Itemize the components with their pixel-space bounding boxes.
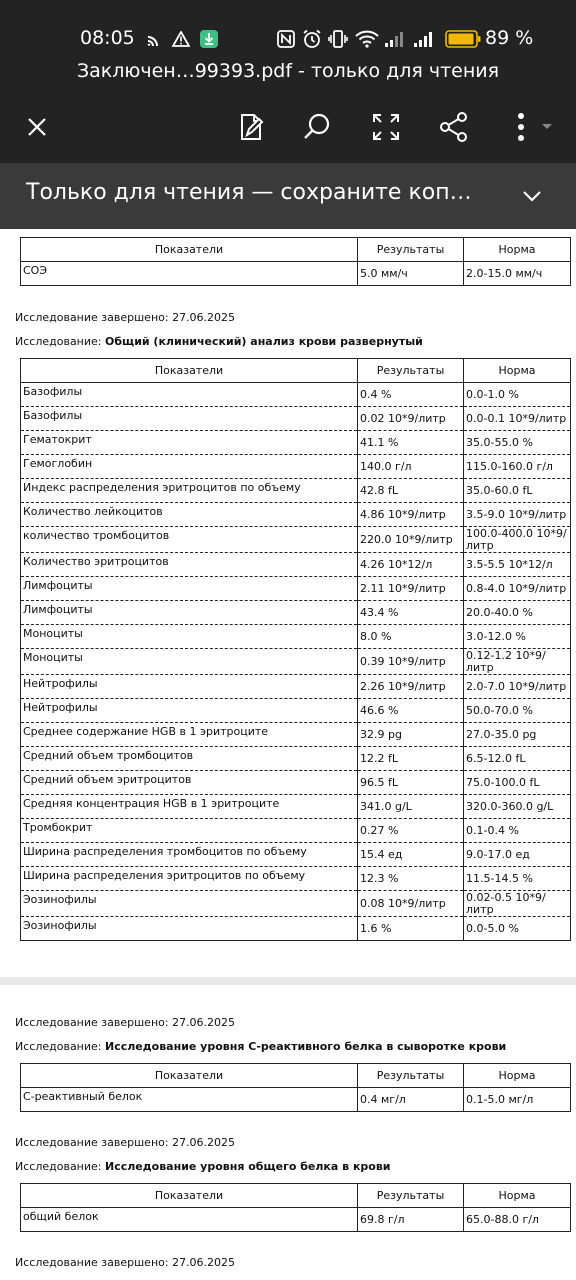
norm-cell: 75.0-100.0 fL xyxy=(464,771,571,795)
header-result: Результаты xyxy=(358,1184,464,1208)
signal-strength-icon-2 xyxy=(412,24,436,54)
indicator-cell: Эозинофилы xyxy=(21,917,358,941)
result-cell: 0.08 10*9/литр xyxy=(358,891,464,917)
study-name: Исследование уровня С-реактивного белка в сыворотке крови xyxy=(105,1040,507,1053)
crp-results-table xyxy=(20,1063,571,1112)
norm-cell: 3.5-5.5 10*12/л xyxy=(464,553,571,577)
page-break xyxy=(0,977,576,985)
result-cell: 2.26 10*9/литр xyxy=(358,675,464,699)
result-cell: 12.3 % xyxy=(358,867,464,891)
norm-cell: 2.0-7.0 10*9/литр xyxy=(464,675,571,699)
table-row xyxy=(21,503,571,527)
header-norm: Норма xyxy=(464,1064,571,1088)
indicator-cell: Тромбокрит xyxy=(21,819,358,843)
study-completed-date: Исследование завершено: 27.06.2025 xyxy=(15,1136,236,1149)
indicator-cell: Количество эритроцитов xyxy=(21,553,358,577)
norm-cell: 0.0-0.1 10*9/литр xyxy=(464,407,571,431)
battery-percent: 89 % xyxy=(485,27,534,49)
cast-icon xyxy=(144,24,164,54)
result-cell: 1.6 % xyxy=(358,917,464,941)
app-top-bar xyxy=(0,0,576,163)
norm-cell: 35.0-55.0 % xyxy=(464,431,571,455)
indicator-cell: Нейтрофилы xyxy=(21,675,358,699)
indicator-cell: Ширина распределения тромбоцитов по объему xyxy=(21,843,358,867)
indicator-cell: Средний объем тромбоцитов xyxy=(21,747,358,771)
indicator-cell: Лимфоциты xyxy=(21,577,358,601)
result-cell: 5.0 мм/ч xyxy=(358,262,464,286)
read-only-banner-text: Только для чтения — сохраните коп… xyxy=(26,180,472,205)
norm-cell: 100.0-400.0 10*9/литр xyxy=(464,527,571,553)
indicator-cell: Базофилы xyxy=(21,383,358,407)
header-indicator: Показатели xyxy=(21,359,358,383)
warning-icon xyxy=(170,24,192,54)
result-cell: 4.86 10*9/литр xyxy=(358,503,464,527)
study-completed-date: Исследование завершено: 27.06.2025 xyxy=(15,311,236,324)
result-cell: 8.0 % xyxy=(358,625,464,649)
total-protein-results-table xyxy=(20,1183,571,1232)
norm-cell: 320.0-360.0 g/L xyxy=(464,795,571,819)
more-options-button[interactable] xyxy=(505,105,559,149)
norm-cell: 35.0-60.0 fL xyxy=(464,479,571,503)
header-result: Результаты xyxy=(358,1064,464,1088)
result-cell: 69.8 г/л xyxy=(358,1208,464,1232)
indicator-cell: Индекс распределения эритроцитов по объему xyxy=(21,479,358,503)
close-icon xyxy=(25,115,49,139)
norm-cell: 0.1-0.4 % xyxy=(464,819,571,843)
norm-cell: 20.0-40.0 % xyxy=(464,601,571,625)
norm-cell: 65.0-88.0 г/л xyxy=(464,1208,571,1232)
indicator-cell: Моноциты xyxy=(21,649,358,675)
norm-cell: 50.0-70.0 % xyxy=(464,699,571,723)
study-prefix: Исследование: xyxy=(15,335,102,348)
norm-cell: 3.0-12.0 % xyxy=(464,625,571,649)
status-bar xyxy=(0,24,576,54)
table-row xyxy=(21,625,571,649)
cbc-results-table xyxy=(20,358,571,941)
study-title-line xyxy=(15,335,423,348)
table-row xyxy=(21,699,571,723)
result-cell: 4.26 10*12/л xyxy=(358,553,464,577)
study-name: Общий (клинический) анализ крови развернутый xyxy=(105,335,423,348)
result-cell: 12.2 fL xyxy=(358,747,464,771)
indicator-cell: С-реактивный белок xyxy=(21,1088,358,1112)
study-prefix: Исследование: xyxy=(15,1160,102,1173)
table-row xyxy=(21,867,571,891)
search-button[interactable] xyxy=(295,105,339,149)
header-norm: Норма xyxy=(464,238,571,262)
norm-cell: 3.5-9.0 10*9/литр xyxy=(464,503,571,527)
close-button[interactable] xyxy=(15,105,59,149)
indicator-cell: количество тромбоцитов xyxy=(21,527,358,553)
table-row xyxy=(21,431,571,455)
result-cell: 15.4 ед xyxy=(358,843,464,867)
header-indicator: Показатели xyxy=(21,1184,358,1208)
result-cell: 0.4 мг/л xyxy=(358,1088,464,1112)
result-cell: 0.02 10*9/литр xyxy=(358,407,464,431)
download-notification-icon xyxy=(198,24,220,54)
status-time: 08:05 xyxy=(80,27,135,49)
read-only-banner[interactable] xyxy=(0,163,576,229)
table-row xyxy=(21,479,571,503)
chevron-down-icon[interactable] xyxy=(516,176,548,216)
norm-cell: 27.0-35.0 pg xyxy=(464,723,571,747)
alarm-icon xyxy=(301,24,323,54)
header-norm: Норма xyxy=(464,359,571,383)
table-row xyxy=(21,843,571,867)
table-row xyxy=(21,747,571,771)
header-indicator: Показатели xyxy=(21,238,358,262)
study-name: Исследование уровня общего белка в крови xyxy=(105,1160,391,1173)
table-row xyxy=(21,601,571,625)
header-norm: Норма xyxy=(464,1184,571,1208)
indicator-cell: Моноциты xyxy=(21,625,358,649)
fullscreen-icon xyxy=(371,112,401,142)
result-cell: 0.39 10*9/литр xyxy=(358,649,464,675)
table-row xyxy=(21,553,571,577)
indicator-cell: Средний объем эритроцитов xyxy=(21,771,358,795)
wifi-icon xyxy=(354,24,380,54)
indicator-cell: общий белок xyxy=(21,1208,358,1232)
study-prefix: Исследование: xyxy=(15,1040,102,1053)
edit-document-icon xyxy=(234,111,266,143)
table-row xyxy=(21,1088,571,1112)
edit-button[interactable] xyxy=(228,105,272,149)
norm-cell: 0.1-5.0 мг/л xyxy=(464,1088,571,1112)
result-cell: 341.0 g/L xyxy=(358,795,464,819)
norm-cell: 2.0-15.0 мм/ч xyxy=(464,262,571,286)
document-title: Заключен…99393.pdf - только для чтения xyxy=(76,60,500,82)
norm-cell: 6.5-12.0 fL xyxy=(464,747,571,771)
norm-cell: 11.5-14.5 % xyxy=(464,867,571,891)
nfc-icon xyxy=(276,24,296,54)
result-cell: 140.0 г/л xyxy=(358,455,464,479)
indicator-cell: Лимфоциты xyxy=(21,601,358,625)
header-result: Результаты xyxy=(358,359,464,383)
indicator-cell: Ширина распределения эритроцитов по объему xyxy=(21,867,358,891)
study-completed-date: Исследование завершено: 27.06.2025 xyxy=(15,1256,236,1269)
table-row xyxy=(21,455,571,479)
table-row xyxy=(21,577,571,601)
result-cell: 0.27 % xyxy=(358,819,464,843)
result-cell: 43.4 % xyxy=(358,601,464,625)
norm-cell: 115.0-160.0 г/л xyxy=(464,455,571,479)
norm-cell: 0.0-5.0 % xyxy=(464,917,571,941)
study-completed-date: Исследование завершено: 27.06.2025 xyxy=(15,1016,236,1029)
norm-cell: 0.8-4.0 10*9/литр xyxy=(464,577,571,601)
indicator-cell: Гематокрит xyxy=(21,431,358,455)
fullscreen-button[interactable] xyxy=(364,105,408,149)
table-row xyxy=(21,527,571,553)
result-cell: 46.6 % xyxy=(358,699,464,723)
result-cell: 220.0 10*9/литр xyxy=(358,527,464,553)
norm-cell: 0.02-0.5 10*9/литр xyxy=(464,891,571,917)
result-cell: 32.9 pg xyxy=(358,723,464,747)
table-row xyxy=(21,675,571,699)
table-row xyxy=(21,819,571,843)
more-options-icon xyxy=(507,111,557,143)
table-row xyxy=(21,262,571,286)
result-cell: 42.8 fL xyxy=(358,479,464,503)
esr-results-table xyxy=(20,237,571,286)
result-cell: 96.5 fL xyxy=(358,771,464,795)
share-button[interactable] xyxy=(432,105,476,149)
indicator-cell: Количество лейкоцитов xyxy=(21,503,358,527)
indicator-cell: Среднее содержание HGB в 1 эритроците xyxy=(21,723,358,747)
table-row xyxy=(21,723,571,747)
norm-cell: 0.0-1.0 % xyxy=(464,383,571,407)
signal-strength-icon-1 xyxy=(383,24,407,54)
table-row xyxy=(21,1208,571,1232)
indicator-cell: Базофилы xyxy=(21,407,358,431)
table-row xyxy=(21,383,571,407)
result-cell: 41.1 % xyxy=(358,431,464,455)
study-title-line xyxy=(15,1160,391,1173)
header-result: Результаты xyxy=(358,238,464,262)
study-title-line xyxy=(15,1040,506,1053)
indicator-cell: Гемоглобин xyxy=(21,455,358,479)
vibrate-icon xyxy=(327,24,349,54)
header-indicator: Показатели xyxy=(21,1064,358,1088)
result-cell: 0.4 % xyxy=(358,383,464,407)
norm-cell: 9.0-17.0 ед xyxy=(464,843,571,867)
table-row xyxy=(21,917,571,941)
table-row xyxy=(21,407,571,431)
indicator-cell: Нейтрофилы xyxy=(21,699,358,723)
table-row xyxy=(21,649,571,675)
search-icon xyxy=(301,111,333,143)
result-cell: 2.11 10*9/литр xyxy=(358,577,464,601)
norm-cell: 0.12-1.2 10*9/литр xyxy=(464,649,571,675)
pdf-document-view[interactable] xyxy=(0,229,576,1280)
indicator-cell: Средняя концентрация HGB в 1 эритроците xyxy=(21,795,358,819)
table-row xyxy=(21,795,571,819)
share-icon xyxy=(438,111,470,143)
indicator-cell: Эозинофилы xyxy=(21,891,358,917)
indicator-cell: СОЭ xyxy=(21,262,358,286)
table-row xyxy=(21,771,571,795)
battery-icon xyxy=(444,24,482,54)
table-row xyxy=(21,891,571,917)
